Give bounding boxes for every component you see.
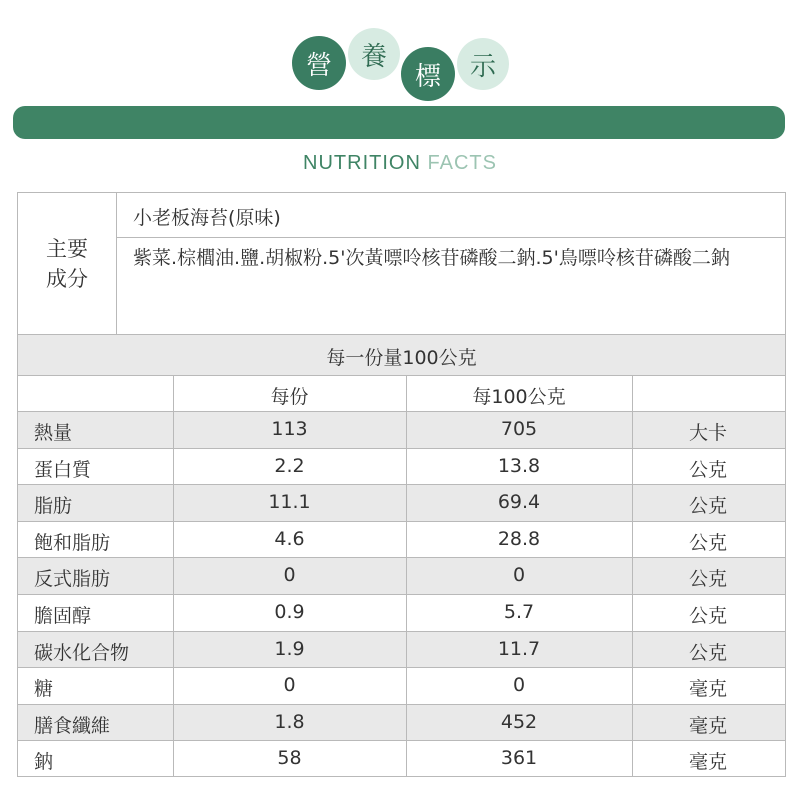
value-per-100g: 452 [500, 710, 538, 733]
nutrient-name: 脂肪 [34, 495, 73, 518]
value-per-100g: 11.7 [497, 637, 541, 660]
nutrient-name: 蛋白質 [34, 458, 92, 481]
badge-shi: 示 [457, 38, 509, 90]
value-per-serving: 0 [283, 674, 296, 697]
value-per-serving: 1.8 [274, 710, 305, 733]
value-per-100g: 69.4 [497, 491, 541, 514]
badge-ying: 營 [292, 36, 346, 90]
badge-yang: 養 [348, 28, 400, 80]
nutrient-unit: 公克 [688, 458, 727, 481]
nutrient-unit: 毫克 [688, 714, 727, 737]
serving-title: 每一份量100公克 [326, 347, 477, 369]
value-per-serving: 0.9 [274, 601, 305, 623]
product-name: 小老板海苔(原味) [133, 207, 281, 229]
nutrient-unit: 公克 [688, 605, 727, 627]
value-per-serving: 4.6 [274, 527, 305, 550]
value-per-serving: 11.1 [268, 491, 311, 514]
nutrient-unit: 公克 [688, 495, 727, 518]
nutrient-name: 碳水化合物 [34, 641, 130, 664]
value-per-100g: 0 [512, 564, 526, 587]
value-per-100g: 361 [500, 747, 538, 770]
value-per-100g: 0 [512, 674, 526, 697]
nutrient-name: 膳食纖維 [34, 714, 111, 737]
nutrient-name: 鈉 [34, 751, 54, 774]
nutrient-name: 熱量 [34, 422, 73, 444]
badge-biao: 標 [401, 47, 455, 101]
nutrient-unit: 毫克 [688, 751, 727, 774]
value-per-serving: 1.9 [274, 637, 305, 660]
value-per-100g: 13.8 [497, 454, 541, 477]
value-per-serving: 113 [271, 418, 308, 440]
ingredient-list: 紫菜.棕櫚油.鹽.胡椒粉.5'次黃嘌呤核苷磷酸二鈉.5'鳥嘌呤核苷磷酸二鈉 [133, 247, 730, 269]
subtitle-nutrition: NUTRITION [303, 152, 421, 174]
subtitle-facts: FACTS [427, 152, 497, 174]
nutrient-unit: 公克 [688, 568, 727, 591]
col-header-per-serving: 每份 [270, 386, 309, 408]
col-header-per-100g: 每100公克 [472, 386, 566, 408]
value-per-100g: 705 [500, 418, 538, 440]
page-subtitle [0, 152, 800, 175]
nutrition-table [17, 192, 786, 777]
value-per-serving: 0 [283, 564, 296, 587]
nutrient-unit: 公克 [688, 641, 727, 664]
value-per-serving: 2.2 [274, 454, 305, 477]
nutrient-name: 糖 [34, 678, 54, 701]
value-per-serving: 58 [277, 747, 302, 770]
ingredients-label: 主要 成分 [46, 236, 88, 291]
header-bar [13, 106, 785, 139]
value-per-100g: 5.7 [503, 601, 535, 623]
nutrient-unit: 毫克 [688, 678, 727, 701]
value-per-100g: 28.8 [497, 527, 541, 550]
nutrient-name: 飽和脂肪 [34, 531, 111, 554]
nutrient-unit: 公克 [688, 531, 727, 554]
nutrient-name: 反式脂肪 [34, 568, 111, 591]
nutrient-name: 膽固醇 [34, 605, 92, 627]
nutrient-unit: 大卡 [688, 422, 727, 444]
